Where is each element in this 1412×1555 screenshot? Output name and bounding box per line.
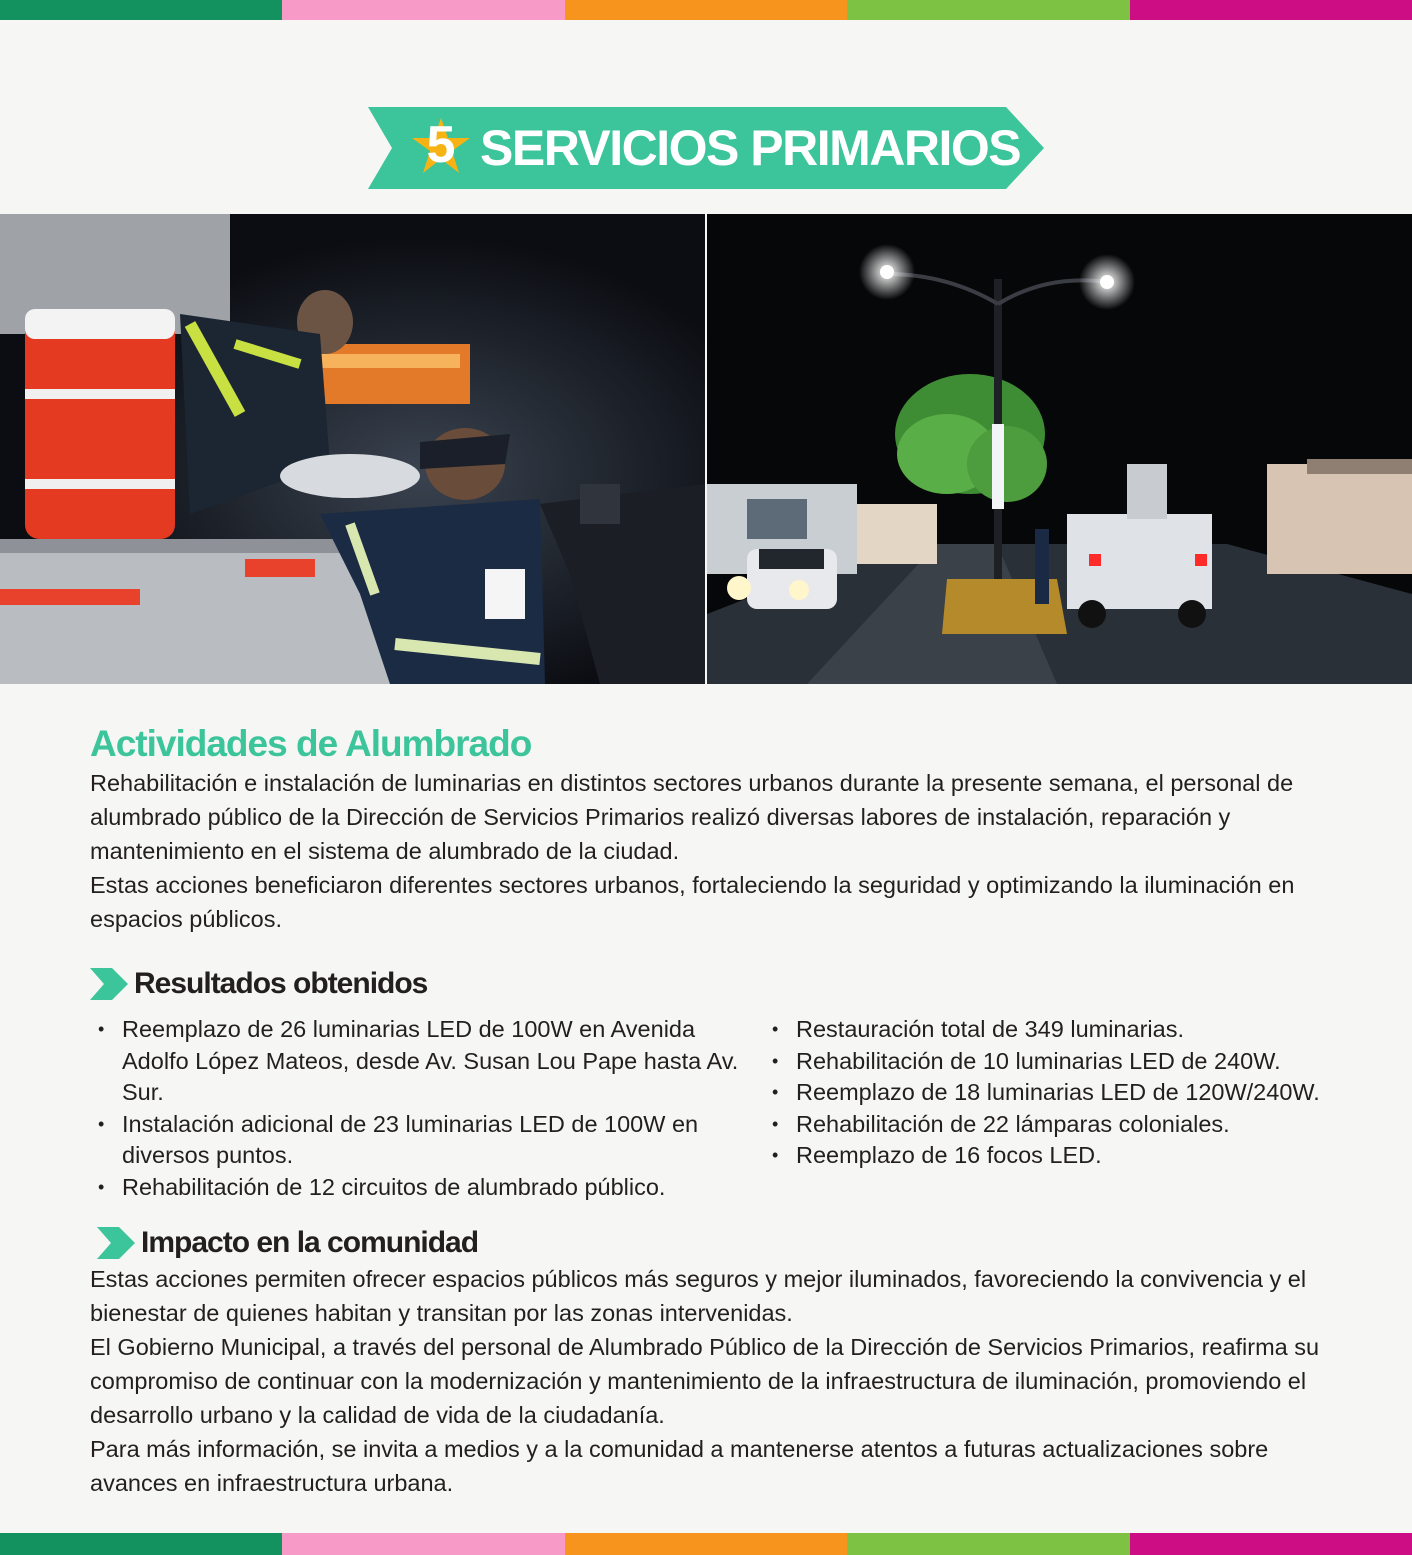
photo-workers-repairing-luminaire bbox=[0, 214, 705, 684]
list-item: • Restauración total de 349 luminarias. bbox=[764, 1014, 1384, 1046]
list-item: • Reemplazo de 26 luminarias LED de 100W en Avenida Adolfo López Mateos, desde Av. Susan Lou Pape hasta Av. Sur. bbox=[90, 1014, 740, 1109]
list-item: • Instalación adicional de 23 luminarias LED de 100W en diversos puntos. bbox=[90, 1109, 740, 1172]
banner-title: SERVICIOS PRIMARIOS bbox=[480, 120, 1021, 176]
impact-body bbox=[90, 1262, 1330, 1500]
stripe-segment-lime bbox=[847, 0, 1129, 20]
stripe-segment-orange bbox=[565, 1533, 847, 1555]
results-heading bbox=[90, 964, 427, 1004]
results-title: Resultados obtenidos bbox=[134, 967, 428, 1000]
stripe-segment-orange bbox=[565, 0, 847, 20]
chevron-right-icon bbox=[90, 968, 128, 1000]
chevron-right-icon bbox=[97, 1227, 135, 1259]
results-list-left bbox=[90, 1014, 740, 1203]
stripe-segment-lime bbox=[847, 1533, 1129, 1555]
impact-paragraph: Estas acciones permiten ofrecer espacios públicos más seguros y mejor iluminados, favoreciendo la convivencia y el bienestar de quienes habitan y transitan por las zonas intervenidas. bbox=[90, 1266, 1307, 1326]
bottom-color-stripe bbox=[0, 1533, 1412, 1555]
section-title: Actividades de Alumbrado bbox=[90, 723, 532, 764]
section-paragraph: Rehabilitación e instalación de luminarias en distintos sectores urbanos durante la presente semana, el personal de alumbrado público de la Dirección de Servicios Primarios realizó diversas labores de instalación, reparación y mantenimiento en el sistema de alumbrado de la ciudad. bbox=[90, 770, 1294, 864]
photo-street-lamp-night bbox=[707, 214, 1412, 684]
stripe-segment-green bbox=[0, 1533, 282, 1555]
impact-heading bbox=[97, 1223, 478, 1263]
section-body bbox=[90, 766, 1330, 936]
top-color-stripe bbox=[0, 0, 1412, 20]
banner-number: 5 bbox=[426, 116, 456, 174]
results-list-right bbox=[764, 1014, 1384, 1172]
list-item: • Reemplazo de 16 focos LED. bbox=[764, 1140, 1384, 1172]
list-item: • Reemplazo de 18 luminarias LED de 120W/240W. bbox=[764, 1077, 1384, 1109]
stripe-segment-pink bbox=[282, 0, 564, 20]
list-item: • Rehabilitación de 22 lámparas coloniales. bbox=[764, 1109, 1384, 1141]
stripe-segment-pink bbox=[282, 1533, 564, 1555]
list-item: • Rehabilitación de 10 luminarias LED de 240W. bbox=[764, 1046, 1384, 1078]
impact-title: Impacto en la comunidad bbox=[141, 1226, 479, 1259]
stripe-segment-green bbox=[0, 0, 282, 20]
stripe-segment-magenta bbox=[1130, 0, 1412, 20]
stripe-segment-magenta bbox=[1130, 1533, 1412, 1555]
impact-paragraph: El Gobierno Municipal, a través del personal de Alumbrado Público de la Dirección de Servicios Primarios, reafirma su compromiso de continuar con la modernización y mantenimiento de la infraestructura de iluminación, promoviendo el desarrollo urbano y la calidad de vida de la ciudadanía. bbox=[90, 1334, 1320, 1428]
impact-paragraph: Para más información, se invita a medios y a la comunidad a mantenerse atentos a futuras actualizaciones sobre avances en infraestructura urbana. bbox=[90, 1436, 1269, 1496]
section-paragraph: Estas acciones beneficiaron diferentes sectores urbanos, fortaleciendo la seguridad y optimizando la iluminación en espacios públicos. bbox=[90, 872, 1295, 932]
list-item: • Rehabilitación de 12 circuitos de alumbrado público. bbox=[90, 1172, 740, 1204]
